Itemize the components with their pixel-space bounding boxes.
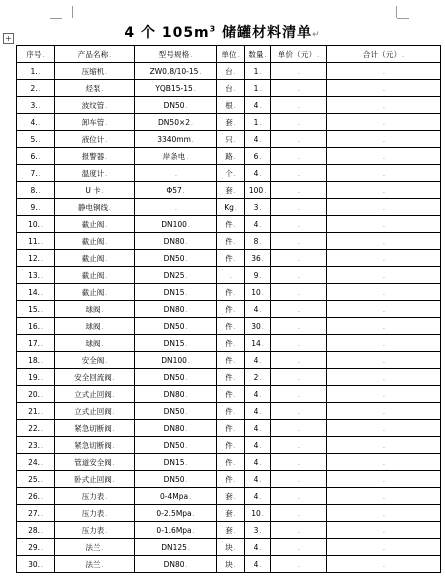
cell-unit-price[interactable]: .	[271, 165, 327, 182]
cell-unit[interactable]: 个.	[217, 165, 245, 182]
cell-total[interactable]: .	[327, 233, 441, 250]
cell-unit-price[interactable]: .	[271, 233, 327, 250]
cell-name[interactable]: 烃泵.	[55, 80, 135, 97]
cell-unit[interactable]: 件.	[217, 352, 245, 369]
cell-total[interactable]: .	[327, 80, 441, 97]
cell-no[interactable]: 22..	[17, 420, 55, 437]
cell-total[interactable]: .	[327, 505, 441, 522]
cell-name[interactable]: 压缩机.	[55, 63, 135, 80]
cell-spec[interactable]: 岸条电.	[135, 148, 217, 165]
cell-spec[interactable]: DN15.	[135, 284, 217, 301]
cell-total[interactable]: .	[327, 437, 441, 454]
cell-no[interactable]: 7..	[17, 165, 55, 182]
table-row	[17, 250, 441, 267]
cell-no[interactable]: 6..	[17, 148, 55, 165]
cell-no[interactable]: 14..	[17, 284, 55, 301]
table-row	[17, 233, 441, 250]
table-row	[17, 148, 441, 165]
cell-name[interactable]: 立式止回阀.	[55, 386, 135, 403]
cell-total[interactable]: .	[327, 182, 441, 199]
cell-unit[interactable]: .	[217, 267, 245, 284]
cell-qty[interactable]: 4.	[245, 216, 271, 233]
cell-no[interactable]: 19..	[17, 369, 55, 386]
cell-total[interactable]: .	[327, 148, 441, 165]
title-prefix: 4 个 105m	[124, 25, 210, 41]
title-suffix: 储罐材料清单	[216, 25, 313, 41]
cell-no[interactable]: 15..	[17, 301, 55, 318]
table-row	[17, 335, 441, 352]
cell-unit-price[interactable]: .	[271, 437, 327, 454]
cell-name[interactable]: 波纹管.	[55, 97, 135, 114]
cell-unit[interactable]: 台.	[217, 63, 245, 80]
cell-unit[interactable]: 套.	[217, 522, 245, 539]
cell-no[interactable]: 10..	[17, 216, 55, 233]
cell-unit[interactable]: 件.	[217, 318, 245, 335]
cell-qty[interactable]: 4.	[245, 301, 271, 318]
cell-qty[interactable]: 6.	[245, 148, 271, 165]
table-row	[17, 539, 441, 556]
cell-unit-price[interactable]: .	[271, 335, 327, 352]
cell-total[interactable]: .	[327, 199, 441, 216]
cell-qty[interactable]: 3.	[245, 199, 271, 216]
cell-spec[interactable]: .	[135, 165, 217, 182]
cell-name[interactable]: 安全阀.	[55, 352, 135, 369]
cell-name[interactable]: 压力表.	[55, 522, 135, 539]
header-unit: 单位.	[217, 46, 245, 63]
cell-no[interactable]: 20..	[17, 386, 55, 403]
cell-unit-price[interactable]: .	[271, 131, 327, 148]
cell-total[interactable]: .	[327, 539, 441, 556]
cell-spec[interactable]: DN80.	[135, 386, 217, 403]
cell-unit-price[interactable]: .	[271, 284, 327, 301]
cell-unit-price[interactable]: .	[271, 505, 327, 522]
cell-spec[interactable]: DN25.	[135, 267, 217, 284]
cell-spec[interactable]: 0-4Mpa.	[135, 488, 217, 505]
cell-qty[interactable]: 4.	[245, 488, 271, 505]
cell-qty[interactable]: 1.	[245, 114, 271, 131]
cell-qty[interactable]: 2.	[245, 369, 271, 386]
cell-no[interactable]: 16..	[17, 318, 55, 335]
cell-unit[interactable]: 件.	[217, 335, 245, 352]
table-row	[17, 369, 441, 386]
cell-unit[interactable]: 件.	[217, 471, 245, 488]
cell-qty[interactable]: 1.	[245, 80, 271, 97]
cell-no[interactable]: 23..	[17, 437, 55, 454]
cell-unit-price[interactable]: .	[271, 267, 327, 284]
cell-spec[interactable]: DN80.	[135, 420, 217, 437]
table-row	[17, 352, 441, 369]
cell-no[interactable]: 12..	[17, 250, 55, 267]
header-total: 合计（元）.	[327, 46, 441, 63]
cell-unit[interactable]: 件.	[217, 250, 245, 267]
cell-name[interactable]: 截止阀.	[55, 267, 135, 284]
cell-unit[interactable]: 套.	[217, 505, 245, 522]
cell-name[interactable]: 截止阀.	[55, 250, 135, 267]
cell-qty[interactable]: 4.	[245, 403, 271, 420]
cell-spec[interactable]: DN100.	[135, 216, 217, 233]
cell-name[interactable]: 截止阀.	[55, 284, 135, 301]
crop-mark-right-horizontal	[397, 18, 409, 19]
cell-spec[interactable]: DN50.	[135, 471, 217, 488]
header-spec: 型号规格.	[135, 46, 217, 63]
cell-spec[interactable]: DN50.	[135, 318, 217, 335]
cell-total[interactable]: .	[327, 352, 441, 369]
cell-no[interactable]: 28..	[17, 522, 55, 539]
cell-total[interactable]: .	[327, 522, 441, 539]
cell-name[interactable]: 法兰.	[55, 556, 135, 573]
cell-qty[interactable]: 4.	[245, 352, 271, 369]
cell-name[interactable]: 管道安全阀.	[55, 454, 135, 471]
cell-name[interactable]: 压力表.	[55, 505, 135, 522]
table-row	[17, 80, 441, 97]
cell-no[interactable]: 27..	[17, 505, 55, 522]
cell-qty[interactable]: 1.	[245, 63, 271, 80]
table-row	[17, 403, 441, 420]
table-row	[17, 318, 441, 335]
table-row	[17, 454, 441, 471]
cell-unit-price[interactable]: .	[271, 522, 327, 539]
cell-unit-price[interactable]: .	[271, 539, 327, 556]
cell-total[interactable]: .	[327, 216, 441, 233]
cell-total[interactable]: .	[327, 250, 441, 267]
cell-qty[interactable]: 4.	[245, 437, 271, 454]
table-row	[17, 284, 441, 301]
cell-qty[interactable]: 36.	[245, 250, 271, 267]
cell-total[interactable]: .	[327, 369, 441, 386]
table-row	[17, 97, 441, 114]
document-title	[0, 22, 445, 42]
cell-total[interactable]: .	[327, 386, 441, 403]
cell-name[interactable]: 立式止回阀.	[55, 403, 135, 420]
cell-unit-price[interactable]: .	[271, 301, 327, 318]
cell-unit[interactable]: 件.	[217, 437, 245, 454]
cell-spec[interactable]: ZW0.8/10-15.	[135, 63, 217, 80]
cell-no[interactable]: 11..	[17, 233, 55, 250]
cell-unit[interactable]: 件.	[217, 369, 245, 386]
cell-no[interactable]: 21..	[17, 403, 55, 420]
cell-name[interactable]: 紧急切断阀.	[55, 437, 135, 454]
cell-qty[interactable]: 4.	[245, 97, 271, 114]
cell-total[interactable]: .	[327, 267, 441, 284]
cell-qty[interactable]: 4.	[245, 454, 271, 471]
cell-name[interactable]: U 卡.	[55, 182, 135, 199]
cell-name[interactable]: 温度计.	[55, 165, 135, 182]
cell-name[interactable]: 卸车管.	[55, 114, 135, 131]
cell-unit[interactable]: 件.	[217, 301, 245, 318]
table-row	[17, 131, 441, 148]
cell-spec[interactable]: DN125.	[135, 539, 217, 556]
cell-unit-price[interactable]: .	[271, 250, 327, 267]
cell-unit-price[interactable]: .	[271, 80, 327, 97]
cell-unit[interactable]: 套.	[217, 488, 245, 505]
table-row	[17, 522, 441, 539]
table-row	[17, 182, 441, 199]
cell-qty[interactable]: 10.	[245, 284, 271, 301]
table-row	[17, 114, 441, 131]
cell-name[interactable]: 安全回流阀.	[55, 369, 135, 386]
cell-unit[interactable]: 件.	[217, 233, 245, 250]
table-header-row	[17, 46, 441, 63]
cell-no[interactable]: 24..	[17, 454, 55, 471]
cell-spec[interactable]: DN15.	[135, 335, 217, 352]
cell-qty[interactable]: 10.	[245, 505, 271, 522]
cell-total[interactable]: .	[327, 114, 441, 131]
cell-qty[interactable]: 4.	[245, 471, 271, 488]
cell-no[interactable]: 18..	[17, 352, 55, 369]
cell-spec[interactable]: DN50.	[135, 97, 217, 114]
table-row	[17, 386, 441, 403]
cell-unit[interactable]: Kg.	[217, 199, 245, 216]
cell-no[interactable]: 9..	[17, 199, 55, 216]
table-row	[17, 216, 441, 233]
cell-total[interactable]: .	[327, 284, 441, 301]
cell-unit-price[interactable]: .	[271, 352, 327, 369]
cell-qty[interactable]: 4.	[245, 556, 271, 573]
cell-unit-price[interactable]: .	[271, 403, 327, 420]
cell-qty[interactable]: 14.	[245, 335, 271, 352]
cell-no[interactable]: 13..	[17, 267, 55, 284]
cell-spec[interactable]: 0-2.5Mpa.	[135, 505, 217, 522]
cell-spec[interactable]: YQB15-15.	[135, 80, 217, 97]
cell-name[interactable]: 静电铜线.	[55, 199, 135, 216]
cell-unit-price[interactable]: .	[271, 386, 327, 403]
cell-no[interactable]: 8..	[17, 182, 55, 199]
cell-unit[interactable]: 件.	[217, 454, 245, 471]
cell-spec[interactable]: DN50×2.	[135, 114, 217, 131]
header-qty: 数量.	[245, 46, 271, 63]
cell-spec[interactable]: DN50.	[135, 250, 217, 267]
cell-no[interactable]: 2..	[17, 80, 55, 97]
cell-unit-price[interactable]: .	[271, 114, 327, 131]
cell-name[interactable]: 截止阀.	[55, 216, 135, 233]
table-row	[17, 556, 441, 573]
cell-unit-price[interactable]: .	[271, 216, 327, 233]
cell-unit[interactable]: 路.	[217, 148, 245, 165]
cell-name[interactable]: 卧式止回阀.	[55, 471, 135, 488]
cell-unit-price[interactable]: .	[271, 454, 327, 471]
cell-spec[interactable]: DN50.	[135, 437, 217, 454]
cell-spec[interactable]: Φ57.	[135, 182, 217, 199]
cell-total[interactable]: .	[327, 318, 441, 335]
cell-unit-price[interactable]: .	[271, 369, 327, 386]
cell-qty[interactable]: 8.	[245, 233, 271, 250]
cell-spec[interactable]: DN80.	[135, 233, 217, 250]
cell-unit[interactable]: 根.	[217, 97, 245, 114]
header-unit-price: 单价（元）.	[271, 46, 327, 63]
cell-unit-price[interactable]: .	[271, 182, 327, 199]
cell-total[interactable]: .	[327, 63, 441, 80]
cell-unit-price[interactable]: .	[271, 420, 327, 437]
cell-qty[interactable]: 3.	[245, 522, 271, 539]
paragraph-mark-icon: ↵	[312, 30, 321, 40]
cell-no[interactable]: 29..	[17, 539, 55, 556]
cell-no[interactable]: 3..	[17, 97, 55, 114]
crop-mark-left-horizontal	[50, 18, 62, 19]
cell-unit[interactable]: 只.	[217, 131, 245, 148]
cell-unit[interactable]: 件.	[217, 386, 245, 403]
cell-no[interactable]: 1..	[17, 63, 55, 80]
cell-total[interactable]: .	[327, 131, 441, 148]
crop-mark-right	[396, 6, 407, 18]
cell-spec[interactable]: DN50.	[135, 403, 217, 420]
cell-unit[interactable]: 件.	[217, 403, 245, 420]
cell-name[interactable]: 球阀.	[55, 301, 135, 318]
cell-name[interactable]: 球阀.	[55, 318, 135, 335]
table-row	[17, 437, 441, 454]
cell-no[interactable]: 17..	[17, 335, 55, 352]
cell-spec[interactable]: DN15.	[135, 454, 217, 471]
cell-qty[interactable]: 9.	[245, 267, 271, 284]
cell-qty[interactable]: 4.	[245, 420, 271, 437]
cell-name[interactable]: 法兰.	[55, 539, 135, 556]
cell-spec[interactable]: 0-1.6Mpa.	[135, 522, 217, 539]
header-no: 序号.	[17, 46, 55, 63]
table-row	[17, 267, 441, 284]
cell-unit-price[interactable]: .	[271, 148, 327, 165]
cell-unit-price[interactable]: .	[271, 471, 327, 488]
cell-total[interactable]: .	[327, 556, 441, 573]
table-row	[17, 505, 441, 522]
cell-unit[interactable]: 块.	[217, 539, 245, 556]
cell-total[interactable]: .	[327, 420, 441, 437]
cell-total[interactable]: .	[327, 97, 441, 114]
table-row	[17, 301, 441, 318]
cell-unit-price[interactable]: .	[271, 318, 327, 335]
cell-name[interactable]: 紧急切断阀.	[55, 420, 135, 437]
cell-spec[interactable]: DN80.	[135, 556, 217, 573]
cell-spec[interactable]: DN80.	[135, 301, 217, 318]
cell-unit[interactable]: 块.	[217, 556, 245, 573]
cell-spec[interactable]: DN100.	[135, 352, 217, 369]
cell-qty[interactable]: 4.	[245, 165, 271, 182]
table-row	[17, 165, 441, 182]
cell-total[interactable]: .	[327, 488, 441, 505]
cell-name[interactable]: 截止阀.	[55, 233, 135, 250]
cell-spec[interactable]: .	[135, 199, 217, 216]
cell-total[interactable]: .	[327, 454, 441, 471]
cell-total[interactable]: .	[327, 301, 441, 318]
cell-name[interactable]: 报警器.	[55, 148, 135, 165]
table-row	[17, 420, 441, 437]
cell-unit-price[interactable]: .	[271, 63, 327, 80]
cell-unit[interactable]: 件.	[217, 420, 245, 437]
cell-no[interactable]: 26..	[17, 488, 55, 505]
cell-total[interactable]: .	[327, 165, 441, 182]
cell-unit[interactable]: 套.	[217, 182, 245, 199]
cell-no[interactable]: 30..	[17, 556, 55, 573]
cell-qty[interactable]: 30.	[245, 318, 271, 335]
cell-name[interactable]: 球阀.	[55, 335, 135, 352]
cell-unit-price[interactable]: .	[271, 556, 327, 573]
cell-total[interactable]: .	[327, 471, 441, 488]
cell-unit[interactable]: 台.	[217, 80, 245, 97]
table-move-handle-icon[interactable]: +	[3, 33, 14, 44]
cell-unit[interactable]: 件.	[217, 216, 245, 233]
cell-unit-price[interactable]: .	[271, 488, 327, 505]
crop-mark-left	[62, 6, 73, 18]
cell-name[interactable]: 液位计.	[55, 131, 135, 148]
table-row	[17, 63, 441, 80]
title-superscript: 3	[209, 24, 217, 34]
table-row	[17, 488, 441, 505]
cell-no[interactable]: 5..	[17, 131, 55, 148]
cell-qty[interactable]: 4.	[245, 131, 271, 148]
cell-qty[interactable]: 4.	[245, 386, 271, 403]
cell-spec[interactable]: 3340mm.	[135, 131, 217, 148]
cell-unit-price[interactable]: .	[271, 97, 327, 114]
table-row	[17, 199, 441, 216]
cell-qty[interactable]: 100.	[245, 182, 271, 199]
cell-no[interactable]: 25..	[17, 471, 55, 488]
table-row	[17, 471, 441, 488]
cell-qty[interactable]: 4.	[245, 539, 271, 556]
cell-unit[interactable]: 件.	[217, 284, 245, 301]
header-name: 产品名称.	[55, 46, 135, 63]
cell-no[interactable]: 4..	[17, 114, 55, 131]
cell-name[interactable]: 压力表.	[55, 488, 135, 505]
cell-total[interactable]: .	[327, 335, 441, 352]
cell-unit[interactable]: 套.	[217, 114, 245, 131]
cell-spec[interactable]: DN50.	[135, 369, 217, 386]
materials-table	[16, 45, 441, 573]
cell-total[interactable]: .	[327, 403, 441, 420]
cell-unit-price[interactable]: .	[271, 199, 327, 216]
